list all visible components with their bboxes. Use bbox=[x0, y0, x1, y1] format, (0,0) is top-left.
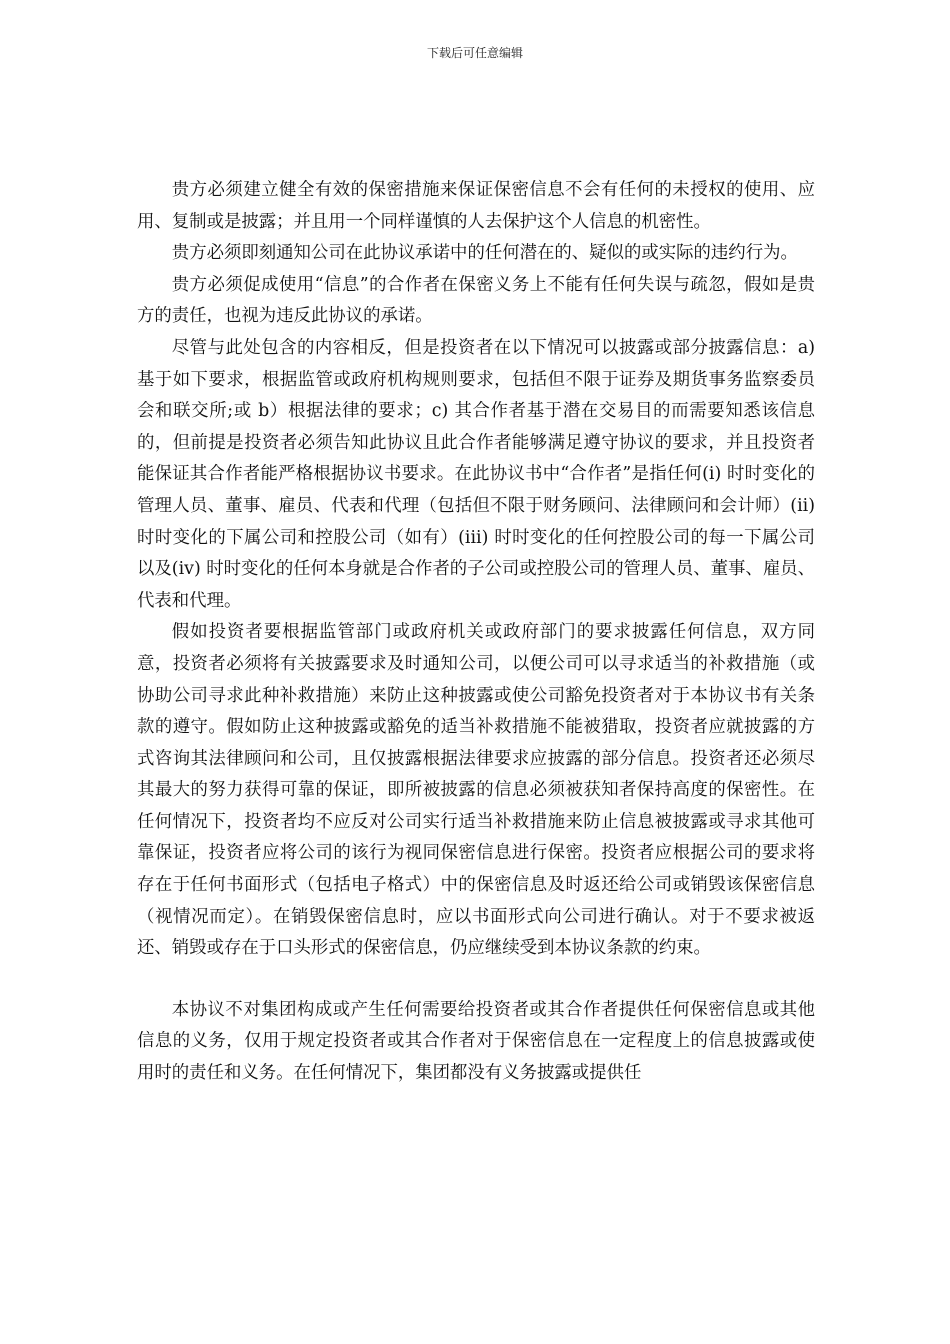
paragraph-regulatory-disclosure: 假如投资者要根据监管部门或政府机关或政府部门的要求披露任何信息，双方同意，投资者必须将有关披露要求及时通知公司，以便公司可以寻求适当的补救措施（或协助公司寻求此种补救措施）来防止这种披露或使公司豁免投资者对于本协议书有关条款的遵守。假如防止这种披露或豁免的适当补救措施不能被猎取，投资者应就披露的方式咨询其法律顾问和公司，且仅披露根据法律要求应披露的部分信息。投资者还必须尽其最大的努力获得可靠的保证，即所被披露的信息必须被获知者保持高度的保密性。在任何情况下，投资者均不应反对公司实行适当补救措施来防止信息被披露或寻求其他可靠保证，投资者应将公司的该行为视同保密信息进行保密。投资者应根据公司的要求将存在于任何书面形式（包括电子格式）中的保密信息及时返还给公司或销毁该保密信息（视情况而定）。在销毁保密信息时，应以书面形式向公司进行确认。对于不要求被返还、销毁或存在于口头形式的保密信息，仍应继续受到本协议条款的约束。 bbox=[137, 622, 815, 959]
paragraph-partner-obligations: 贵方必须促成使用“信息”的合作者在保密义务上不能有任何失误与疏忽，假如是贵方的责任，也视为违反此协议的承诺。 bbox=[137, 274, 815, 327]
page-header: 下载后可任意编辑 bbox=[426, 46, 523, 60]
paragraph-confidentiality-measures: 贵方必须建立健全有效的保密措施来保证保密信息不会有任何的未授权的使用、应用、复制或是披露；并且用一个同样谨慎的人去保护这个人信息的机密性。 bbox=[137, 180, 815, 232]
paragraph-permitted-disclosure: 尽管与此处包含的内容相反，但是投资者在以下情况可以披露或部分披露信息：a) 基于如下要求，根据监管或政府机构规则要求，包括但不限于证券及期货事务监察委员会和联交所;或 b）根据法律的要求；c) 其合作者基于潜在交易目的而需要知悉该信息的，但前提是投资者必须告知此协议且此合作者能够满足遵守协议的要求，并且投资者能保证其合作者能严格根据协议书要求。在此协议书中“合作者”是指任何(i) 时时变化的管理人员、董事、雇员、代表和代理（包括但不限于财务顾问、法律顾问和会计师）(ii) 时时变化的下属公司和控股公司（如有）(iii) 时时变化的任何控股公司的每一下属公司 以及(iv) 时时变化的任何本身就是合作者的子公司或控股公司的管理人员、董事、雇员、代表和代理。 bbox=[137, 337, 815, 611]
paragraph-no-obligation: 本协议不对集团构成或产生任何需要给投资者或其合作者提供任何保密信息或其他信息的义务，仅用于规定投资者或其合作者对于保密信息在一定程度上的信息披露或使用时的责任和义务。在任何情况下，集团都没有义务披露或提供任 bbox=[137, 999, 815, 1084]
paragraph-breach-notification: 贵方必须即刻通知公司在此协议承诺中的任何潜在的、疑似的或实际的违约行为。 bbox=[171, 243, 798, 264]
document-body bbox=[137, 175, 815, 1090]
